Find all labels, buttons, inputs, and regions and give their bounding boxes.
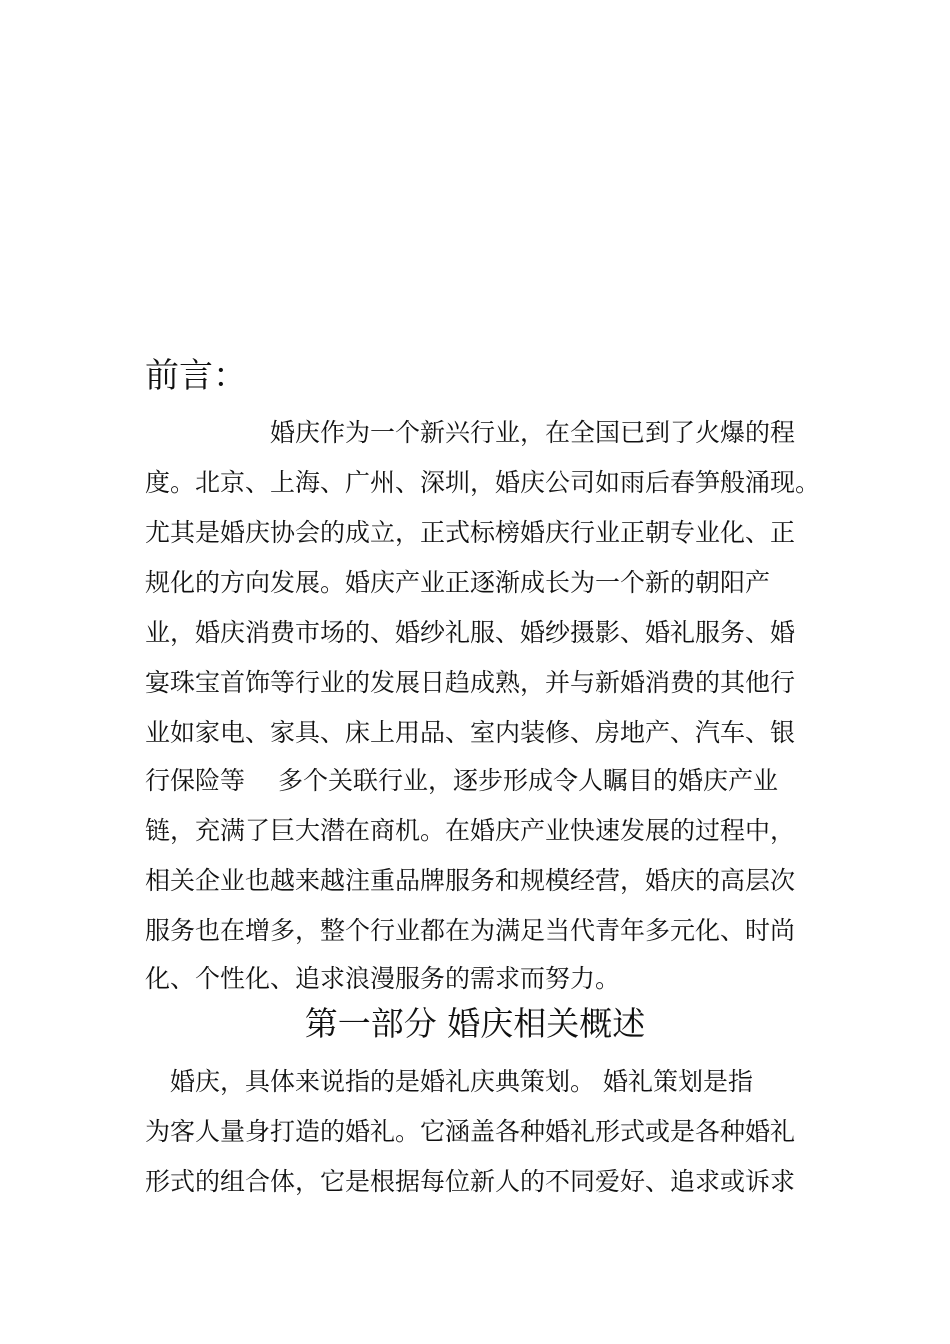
preface-line: 规化的方向发展。婚庆产业正逐渐成长为一个新的朝阳产: [145, 568, 771, 597]
preface-line: 行保险等 多个关联行业，逐步形成令人瞩目的婚庆产业: [145, 766, 778, 795]
preface-line: 婚庆作为一个新兴行业，在全国已到了火爆的程: [145, 418, 796, 447]
preface-line: 业，婚庆消费市场的、婚纱礼服、婚纱摄影、婚礼服务、婚: [145, 618, 796, 647]
section-heading: 第一部分 婚庆相关概述: [304, 1004, 646, 1043]
section-line: 形式的组合体，它是根据每位新人的不同爱好、追求或诉求: [145, 1167, 796, 1196]
preface-line: 链，充满了巨大潜在商机。在婚庆产业快速发展的过程中，: [145, 816, 796, 845]
section-line: 为客人量身打造的婚礼。它涵盖各种婚礼形式或是各种婚礼: [145, 1117, 796, 1146]
preface-line: 业如家电、家具、床上用品、室内装修、房地产、汽车、银: [145, 718, 796, 747]
preface-line: 宴珠宝首饰等行业的发展日趋成熟，并与新婚消费的其他行: [145, 668, 796, 697]
preface-line: 度。北京、上海、广州、深圳，婚庆公司如雨后春笋般涌现。: [145, 468, 821, 497]
preface-line: 服务也在增多，整个行业都在为满足当代青年多元化、时尚: [145, 916, 796, 945]
preface-line: 化、个性化、追求浪漫服务的需求而努力。: [145, 964, 621, 993]
section-line: 婚庆，具体来说指的是婚礼庆典策划。 婚礼策划是指: [145, 1067, 753, 1096]
preface-line: 尤其是婚庆协会的成立，正式标榜婚庆行业正朝专业化、正: [145, 518, 796, 547]
preface-heading: 前言：: [145, 356, 247, 396]
preface-line: 相关企业也越来越注重品牌服务和规模经营，婚庆的高层次: [145, 866, 796, 895]
